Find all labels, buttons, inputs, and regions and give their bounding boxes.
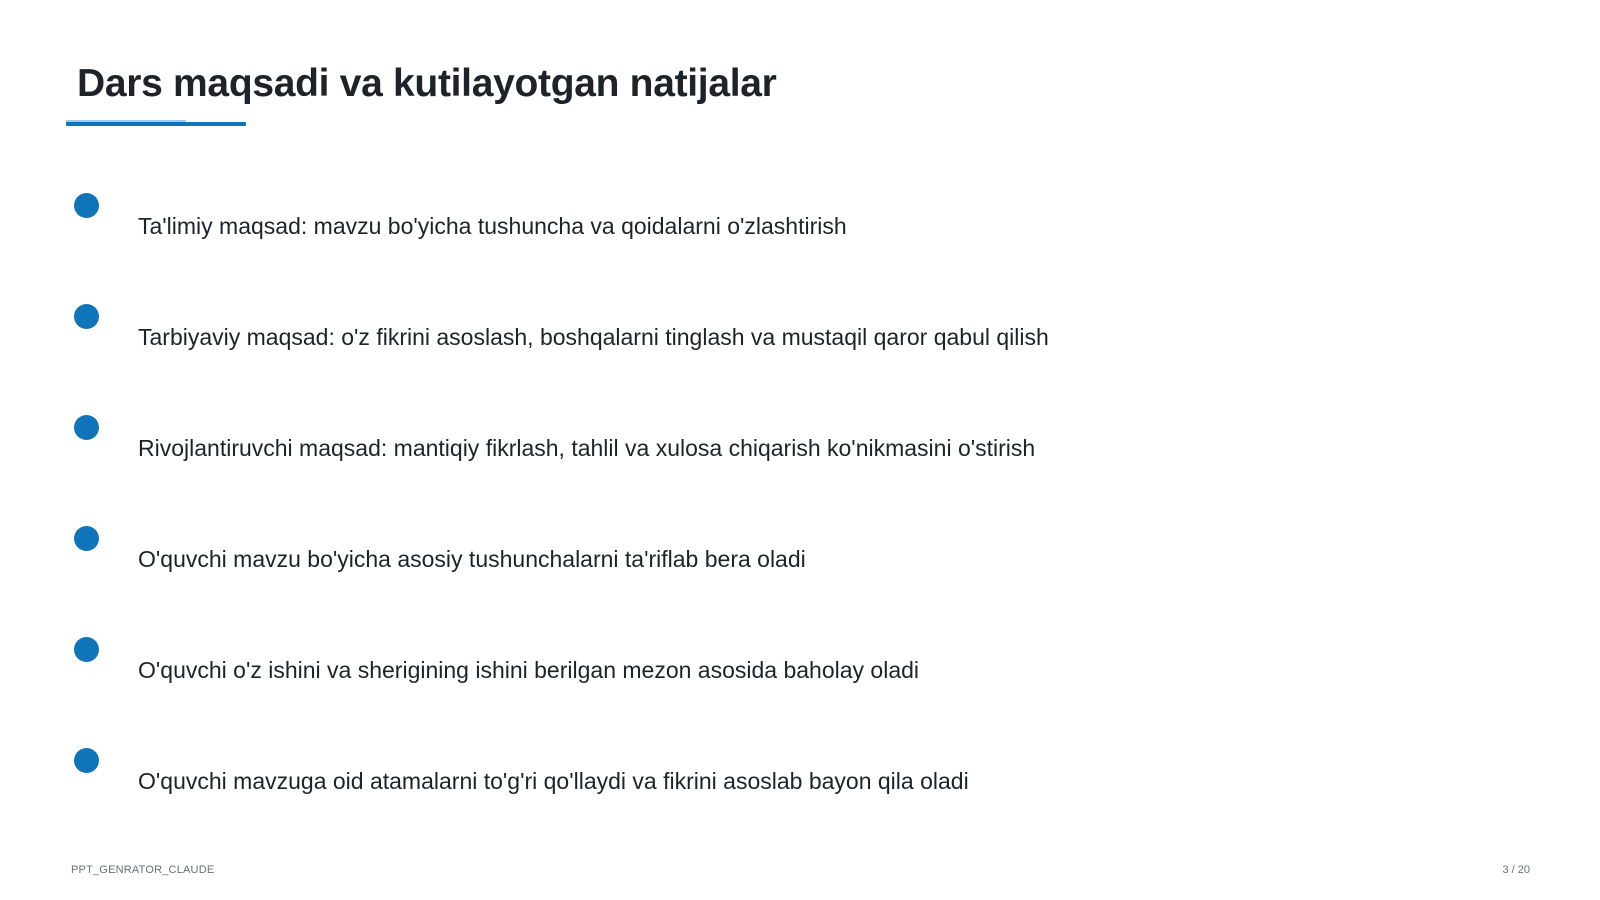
list-item (0, 748, 1600, 808)
bullet-dot-icon (74, 526, 99, 551)
list-item (0, 415, 1600, 475)
list-item (0, 193, 1600, 253)
bullet-text: Rivojlantiruvchi maqsad: mantiqiy fikrlash, tahlil va xulosa chiqarish ko'nikmasini o'stirish (138, 435, 1036, 461)
footer-source-label: PPT_GENRATOR_CLAUDE (71, 864, 215, 876)
bullet-text: Tarbiyaviy maqsad: o'z fikrini asoslash, boshqalarni tinglash va mustaqil qaror qabul qilish (138, 324, 1049, 350)
page-number: 3 / 20 (1502, 864, 1530, 876)
bullet-dot-icon (74, 748, 99, 773)
bullet-dot-icon (74, 637, 99, 662)
list-item (0, 526, 1600, 586)
slide-title: Dars maqsadi va kutilayotgan natijalar (77, 62, 777, 105)
list-item (0, 637, 1600, 697)
bullet-dot-icon (74, 304, 99, 329)
bullet-text: Ta'limiy maqsad: mavzu bo'yicha tushuncha va qoidalarni o'zlashtirish (138, 213, 847, 239)
list-item (0, 304, 1600, 364)
bullet-text: O'quvchi mavzuga oid atamalarni to'g'ri qo'llaydi va fikrini asoslab bayon qila oladi (138, 768, 969, 794)
bullet-text: O'quvchi mavzu bo'yicha asosiy tushunchalarni ta'riflab bera oladi (138, 546, 806, 572)
bullet-dot-icon (74, 415, 99, 440)
bullet-text: O'quvchi o'z ishini va sherigining ishini berilgan mezon asosida baholay oladi (138, 657, 920, 683)
bullet-dot-icon (74, 193, 99, 218)
